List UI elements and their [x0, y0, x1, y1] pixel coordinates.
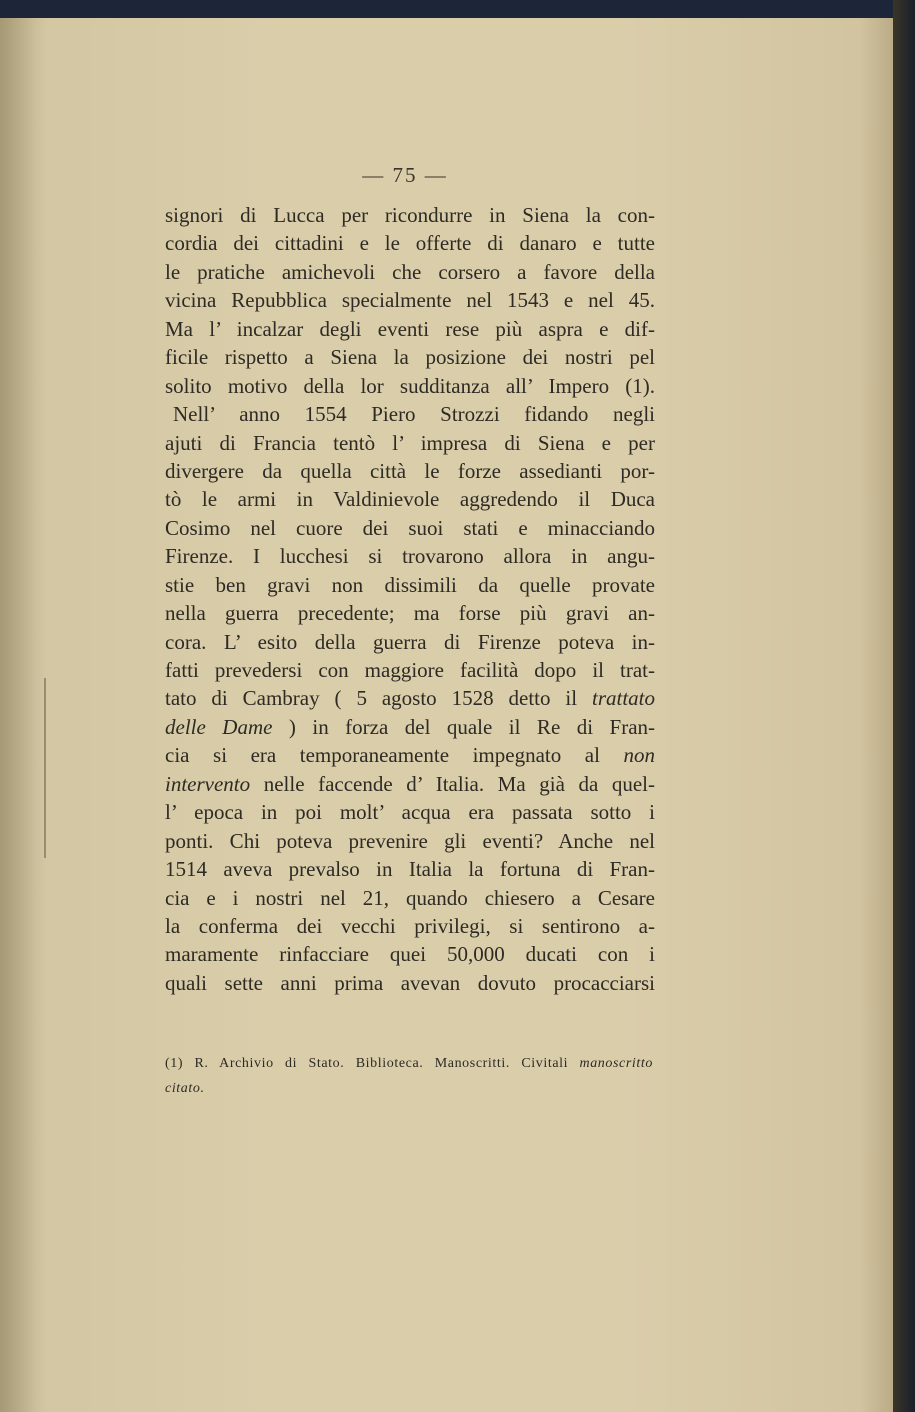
text-segment: tò le armi in Valdinievole aggredendo il Duca [165, 487, 655, 512]
text-line [165, 372, 655, 400]
italic-text: non [623, 743, 655, 768]
text-segment: ajuti di Francia tentò l’ impresa di Siena e per [165, 430, 655, 455]
text-segment: vicina Repubblica specialmente nel 1543 e nel 45. [165, 288, 655, 313]
scan-border-right [893, 0, 915, 1412]
text-line [165, 684, 655, 712]
body-text [165, 201, 655, 997]
text-segment: Nell’ anno 1554 Piero Strozzi fidando negli [173, 402, 655, 427]
text-line [165, 429, 655, 457]
text-line [165, 229, 655, 257]
text-line [165, 599, 655, 627]
text-segment: l’ epoca in poi molt’ acqua era passata sotto i [165, 800, 655, 825]
text-line [165, 713, 655, 741]
text-segment: quali sette anni prima avevan dovuto procacciarsi [165, 970, 655, 995]
text-segment: ponti. Chi poteva prevenire gli eventi? Anche nel [165, 828, 655, 853]
text-segment: nella guerra precedente; ma forse più gravi an- [165, 601, 655, 626]
footnote-line [165, 1076, 653, 1101]
text-line [165, 315, 655, 343]
text-segment: maramente rinfacciare quei 50,000 ducati con i [165, 942, 655, 967]
text-line [165, 628, 655, 656]
text-segment: ficile rispetto a Siena la posizione dei nostri pel [165, 345, 655, 370]
text-line [165, 542, 655, 570]
text-segment: cia si era temporaneamente impegnato al [165, 743, 624, 768]
text-line [165, 969, 655, 997]
text-line [165, 286, 655, 314]
text-segment: 1514 aveva prevalso in Italia la fortuna di Fran- [165, 857, 655, 882]
text-segment: cordia dei cittadini e le offerte di danaro e tutte [165, 231, 655, 256]
text-line [165, 258, 655, 286]
text-segment: la conferma dei vecchi privilegi, si sentirono a- [165, 913, 655, 938]
text-segment: cia e i nostri nel 21, quando chiesero a Cesare [165, 885, 655, 910]
text-line [165, 400, 655, 428]
text-segment: divergere da quella città le forze assedianti por- [165, 458, 655, 483]
italic-text: citato. [165, 1081, 205, 1096]
text-segment: ) in forza del quale il Re di Fran- [272, 714, 656, 739]
text-line [165, 343, 655, 371]
footnote [165, 1051, 653, 1101]
italic-text: delle Dame [165, 714, 273, 739]
italic-text: intervento [165, 771, 251, 796]
page-crease [44, 678, 46, 858]
page-number: — 75 — [362, 163, 448, 187]
italic-text: trattato [591, 686, 655, 711]
text-line [165, 571, 655, 599]
footnote-line [165, 1051, 653, 1076]
text-line [165, 485, 655, 513]
text-line [165, 798, 655, 826]
text-line [165, 884, 655, 912]
text-segment: tato di Cambray ( 5 agosto 1528 detto il [165, 686, 592, 711]
text-segment: stie ben gravi non dissimili da quelle provate [165, 572, 655, 597]
text-segment: Firenze. I lucchesi si trovarono allora in angu- [165, 544, 655, 569]
text-segment: fatti prevedersi con maggiore facilità dopo il trat- [165, 658, 655, 682]
page-gutter-shadow [0, 18, 46, 1412]
text-segment: le pratiche amichevoli che corsero a favore della [165, 259, 655, 284]
text-segment: nelle faccende d’ Italia. Ma già da quel- [250, 771, 655, 796]
italic-text: manoscritto [579, 1056, 653, 1071]
text-segment: cora. L’ esito della guerra di Firenze poteva in- [165, 629, 655, 654]
text-line [165, 457, 655, 485]
text-segment: Ma l’ incalzar degli eventi rese più aspra e dif- [165, 316, 655, 341]
text-line [165, 827, 655, 855]
text-line [165, 514, 655, 542]
text-segment: Cosimo nel cuore dei suoi stati e minacciando [165, 515, 655, 540]
text-line [165, 201, 655, 229]
text-line [165, 656, 655, 684]
text-line [165, 770, 655, 798]
text-segment: signori di Lucca per ricondurre in Siena la con- [165, 203, 655, 227]
text-line [165, 940, 655, 968]
text-segment: solito motivo della lor sudditanza all’ Impero (1). [165, 373, 655, 398]
text-line [165, 741, 655, 769]
text-line [165, 855, 655, 883]
text-segment: (1) R. Archivio di Stato. Biblioteca. Manoscritti. Civitali [165, 1056, 580, 1071]
text-line [165, 912, 655, 940]
